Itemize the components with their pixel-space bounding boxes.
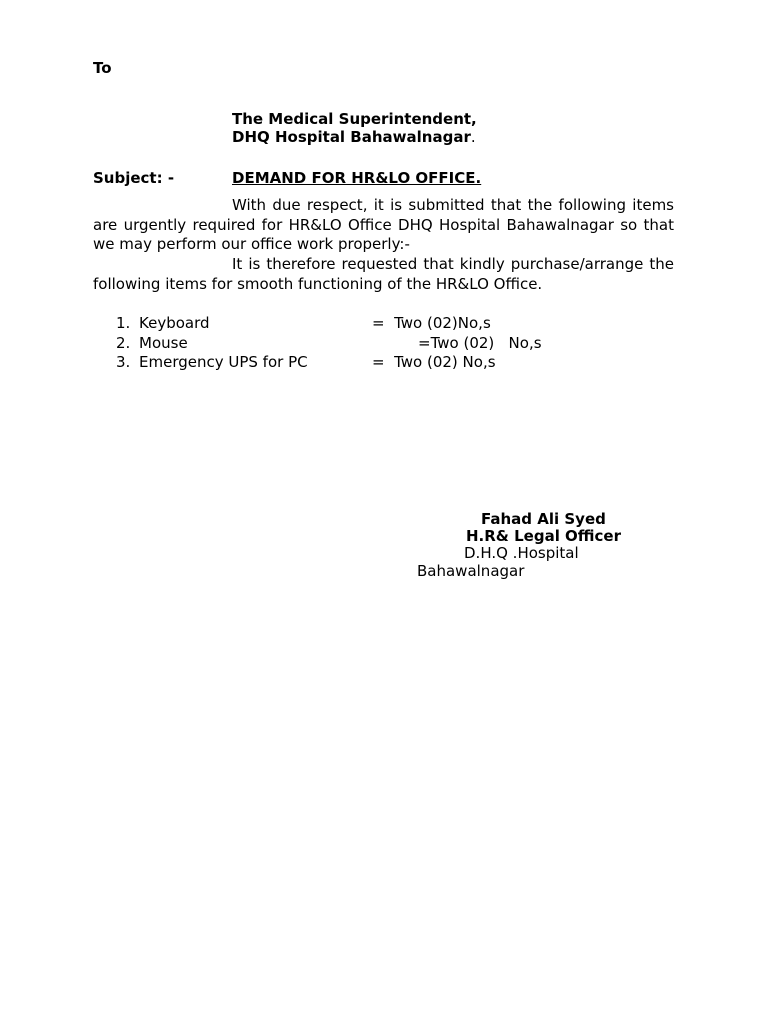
recipient-title: The Medical Superintendent,	[232, 110, 477, 128]
signatory-title: H.R& Legal Officer	[466, 527, 622, 545]
list-item-quantity: =Two (02) No,s	[418, 334, 542, 352]
paragraph-request-text: With due respect, it is submitted that the following items are urgently required for HR&LO Office DHQ Hospital Bahawalnagar so that we may perform our office work properly:-	[93, 196, 674, 253]
list-item-name: Keyboard	[139, 314, 210, 332]
list-item-quantity: = Two (02) No,s	[372, 353, 496, 371]
list-item-name: Mouse	[139, 334, 188, 352]
signatory-city: Bahawalnagar	[417, 562, 525, 580]
to-label: To	[93, 59, 112, 77]
list-item-name: Emergency UPS for PC	[139, 353, 308, 371]
recipient-period: .	[470, 128, 476, 146]
list-item-number: 1.	[116, 314, 131, 332]
list-item-number: 3.	[116, 353, 131, 371]
paragraph-request	[93, 196, 674, 255]
recipient-hospital: DHQ Hospital Bahawalnagar	[232, 128, 471, 146]
signatory-org: D.H.Q .Hospital	[464, 544, 579, 562]
paragraph-purchase	[93, 255, 674, 294]
signatory-name: Fahad Ali Syed	[481, 510, 606, 528]
paragraph-purchase-text: It is therefore requested that kindly purchase/arrange the following items for smooth functioning of the HR&LO Office.	[93, 255, 674, 293]
recipient-address	[232, 128, 476, 146]
list-item-number: 2.	[116, 334, 131, 352]
list-item-quantity: = Two (02)No,s	[372, 314, 491, 332]
subject-text: DEMAND FOR HR&LO OFFICE.	[232, 169, 482, 187]
subject-label: Subject: -	[93, 169, 175, 187]
